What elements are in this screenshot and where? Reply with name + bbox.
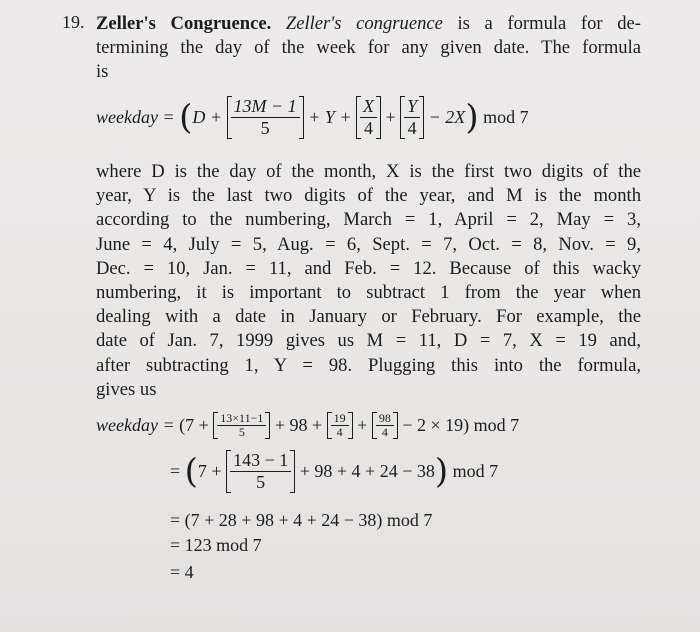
body-line-9: after subtracting 1, Y = 98. Plugging this into the formula, [96,354,641,376]
worked-row2-floor [226,450,295,493]
formula-open-paren: ( [179,97,193,138]
body-line-8: date of Jan. 7, 1999 gives us M = 11, D = 7, X = 19 and, [96,330,641,352]
worked-floor-2 [327,412,353,439]
worked-frac-3-denominator: 4 [381,425,388,439]
worked-frac-2-denominator: 4 [336,425,343,439]
worked-row-4: = 123 mod 7 [170,535,262,555]
floor-bracket-1 [227,96,304,139]
floor-bracket-2 [356,96,381,139]
worked-row2-mod: mod 7 [452,461,499,481]
formula-d: D + [192,107,223,127]
body-line-4: June = 4, July = 5, Aug. = 6, Sept. = 7, Oct. = 8, Nov. = 9, [96,233,641,255]
worked-row2-frac [230,450,291,493]
worked-row-2 [170,450,498,493]
intro-line-1 [96,12,641,36]
worked-row-1 [96,412,519,439]
worked-frac-1 [217,412,266,439]
formula-plus-y: + Y + [308,107,352,127]
problem-body [96,160,641,402]
worked-frac-1-numerator: 13×11−1 [217,412,266,426]
general-formula [96,96,529,146]
worked-frac-3 [376,412,394,439]
worked-row2-frac-numerator: 143 − 1 [230,450,291,472]
worked-floor-1 [213,412,270,439]
worked-frac-3-numerator: 98 [376,412,394,426]
problem-number: 19. [62,12,85,32]
formula-plus: + [385,107,396,127]
intro-term: Zeller's congruence [285,13,443,34]
intro-line-2: termining the day of the week for any given date. The formula [96,37,641,59]
worked-frac-2 [331,412,349,439]
worked-row2-close-paren: ) [434,451,449,492]
formula-lhs: weekday = [96,107,175,127]
worked-row1-open: (7 + [179,415,209,435]
intro-line-1-rest: is a formula for de- [442,13,641,34]
problem-title: Zeller's Congruence. [96,13,272,34]
fraction-13m-numerator: 13M − 1 [231,96,300,118]
body-line-6: numbering, it is important to subtract 1 from the year when [96,282,641,304]
intro-line-3: is [96,61,109,83]
worked-row2-tail: + 98 + 4 + 24 − 38 [299,461,435,481]
worked-row2-eq: = [170,461,181,481]
body-line-7: dealing with a date in January or February. For example, the [96,306,641,328]
worked-lhs: weekday = [96,415,175,435]
worked-row2-open: 7 + [197,461,222,481]
worked-row2-open-paren: ( [184,451,198,492]
fraction-y4 [404,96,420,139]
fraction-y4-denominator: 4 [407,118,417,138]
worked-row1-plus: + [357,415,368,435]
problem-intro [96,12,641,85]
worked-frac-1-denominator: 5 [238,425,245,439]
fraction-x4-numerator: X [360,96,377,118]
fraction-13m [231,96,300,139]
fraction-x4-denominator: 4 [363,118,373,138]
worked-frac-2-numerator: 19 [331,412,349,426]
fraction-y4-numerator: Y [404,96,420,118]
worked-row-5: = 4 [170,562,194,582]
body-line-10: gives us [96,378,157,400]
body-line-3: according to the numbering, March = 1, April = 2, May = 3, [96,209,641,231]
worked-row1-tail: − 2 × 19) mod 7 [402,415,520,435]
body-line-2: year, Y is the last two digits of the year, and M is the month [96,185,641,207]
worked-floor-3 [372,412,398,439]
body-line-5: Dec. = 10, Jan. = 11, and Feb. = 12. Because of this wacky [96,257,641,279]
worked-row-3: = (7 + 28 + 98 + 4 + 24 − 38) mod 7 [170,510,433,530]
body-line-1: where D is the day of the month, X is the first two digits of the [96,161,641,182]
fraction-x4 [360,96,377,139]
floor-bracket-3 [400,96,424,139]
worked-row1-mid: + 98 + [274,415,323,435]
worked-row2-frac-denominator: 5 [256,472,266,492]
formula-mod: mod 7 [483,107,529,127]
fraction-13m-denominator: 5 [260,118,270,138]
formula-minus-2x: − 2X [428,107,466,127]
formula-close-paren: ) [465,97,479,138]
